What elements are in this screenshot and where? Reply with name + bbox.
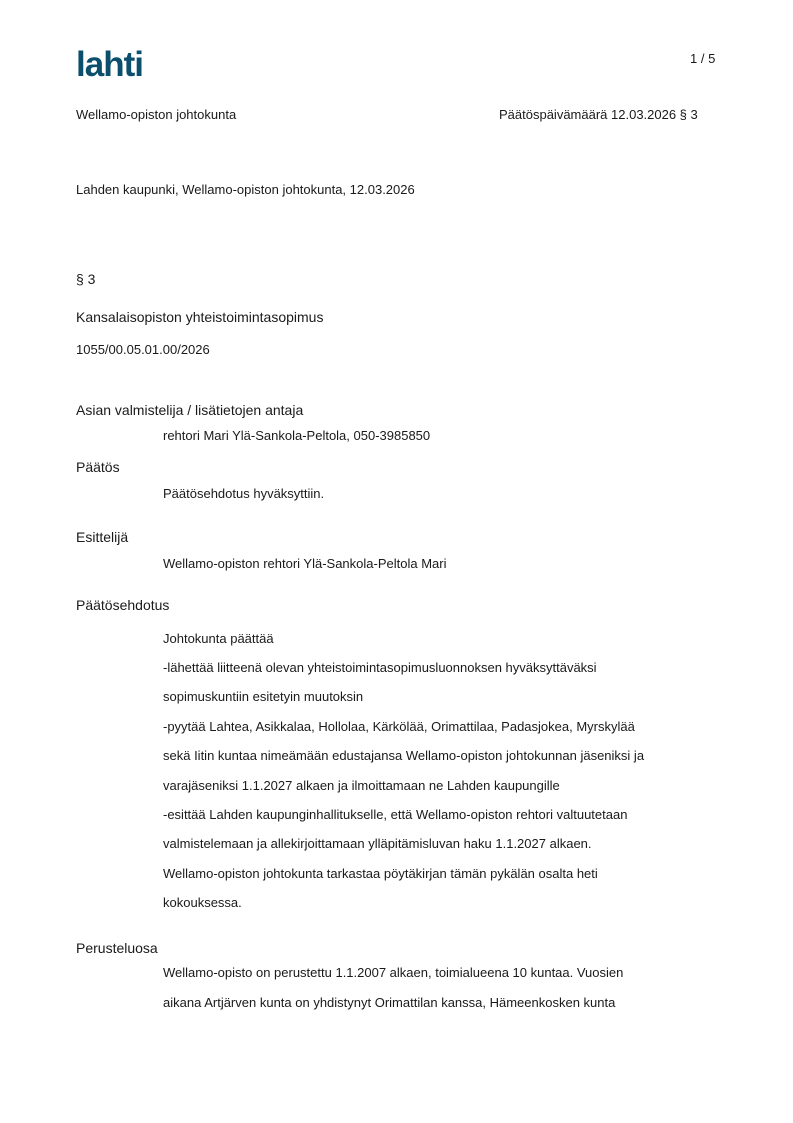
proposal-line: -esittää Lahden kaupunginhallitukselle, että Wellamo-opiston rehtori valtuutetaan <box>163 807 628 822</box>
proposal-line: -lähettää liitteenä olevan yhteistoimintasopimusluonnoksen hyväksyttäväksi <box>163 660 597 675</box>
presenter-value: Wellamo-opiston rehtori Ylä-Sankola-Peltola Mari <box>163 556 447 571</box>
proposal-line: Johtokunta päättää <box>163 631 274 646</box>
document-title: Kansalaisopiston yhteistoimintasopimus <box>76 309 324 325</box>
preparer-heading: Asian valmistelija / lisätietojen antaja <box>76 402 304 418</box>
rationale-heading: Perusteluosa <box>76 940 158 956</box>
decision-date: Päätöspäivämäärä 12.03.2026 § 3 <box>499 107 698 122</box>
proposal-line: sekä Iitin kuntaa nimeämään edustajansa Wellamo-opiston johtokunnan jäseniksi ja <box>163 748 645 763</box>
rationale-line: Wellamo-opisto on perustettu 1.1.2007 alkaen, toimialueena 10 kuntaa. Vuosien <box>163 965 624 980</box>
lahti-logo-icon <box>76 48 168 82</box>
organization-name: Wellamo-opiston johtokunta <box>76 107 237 122</box>
proposal-line: kokouksessa. <box>163 895 242 910</box>
proposal-line: Wellamo-opiston johtokunta tarkastaa pöytäkirjan tämän pykälän osalta heti <box>163 866 598 881</box>
page-number: 1 / 5 <box>690 51 716 66</box>
record-number: 1055/00.05.01.00/2026 <box>76 342 210 357</box>
proposal-line: varajäseniksi 1.1.2027 alkaen ja ilmoittamaan ne Lahden kaupungille <box>163 778 560 793</box>
proposal-line: sopimuskuntiin esitetyin muutoksin <box>163 689 364 704</box>
preparer-value: rehtori Mari Ylä-Sankola-Peltola, 050-3985850 <box>163 428 431 443</box>
decision-value: Päätösehdotus hyväksyttiin. <box>163 486 325 501</box>
rationale-line: aikana Artjärven kunta on yhdistynyt Orimattilan kanssa, Hämeenkosken kunta <box>163 995 616 1010</box>
lahti-logo <box>76 48 168 82</box>
decision-heading: Päätös <box>76 459 120 475</box>
meeting-line: Lahden kaupunki, Wellamo-opiston johtokunta, 12.03.2026 <box>76 182 415 197</box>
proposal-heading: Päätösehdotus <box>76 597 170 613</box>
proposal-line: -pyytää Lahtea, Asikkalaa, Hollolaa, Kärkölää, Orimattilaa, Padasjokea, Myrskylää <box>163 719 635 734</box>
presenter-heading: Esittelijä <box>76 529 129 545</box>
section-number: § 3 <box>76 271 96 287</box>
logo-wordmark: lahti <box>76 48 143 82</box>
proposal-line: valmistelemaan ja allekirjoittamaan ylläpitämisluvan haku 1.1.2027 alkaen. <box>163 836 592 851</box>
